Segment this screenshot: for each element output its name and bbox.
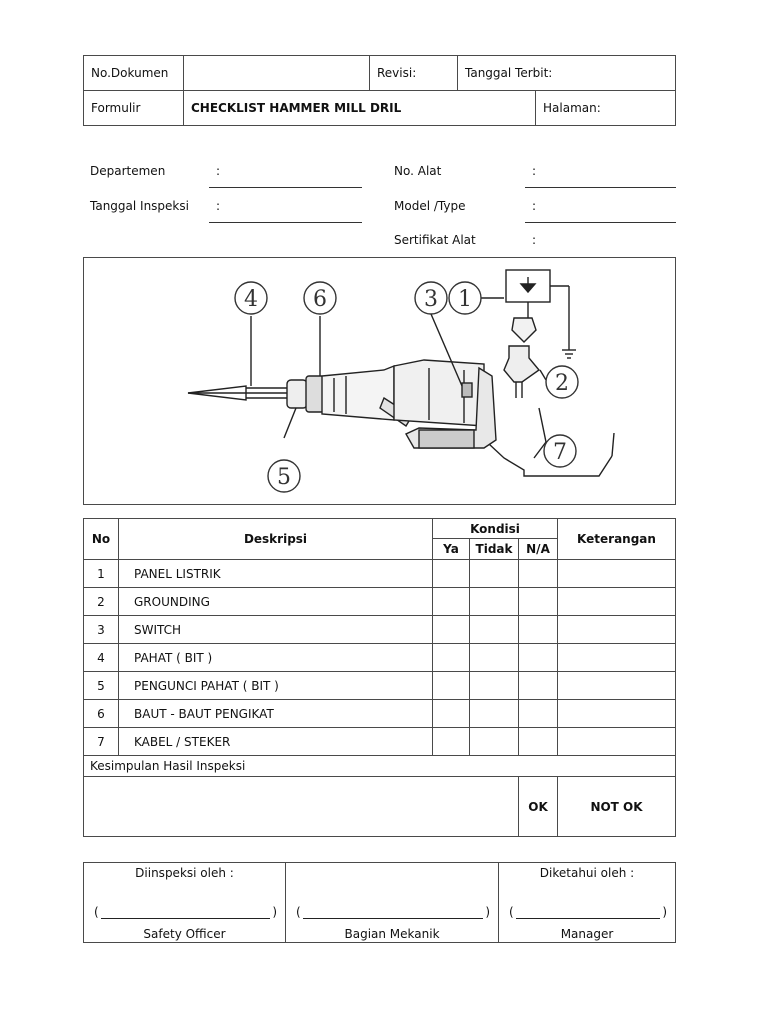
cell-na[interactable] [519, 728, 558, 756]
tool-no-field[interactable] [525, 187, 676, 188]
table-row [84, 616, 676, 644]
cell-no[interactable] [470, 644, 519, 672]
not-ok-option[interactable]: NOT OK [558, 777, 676, 837]
cell-na[interactable] [519, 644, 558, 672]
row-number: 7 [84, 728, 119, 756]
col-header-notes: Keterangan [558, 519, 676, 560]
page-label: Halaman: [536, 91, 676, 126]
col-header-description: Deskripsi [119, 519, 433, 560]
cell-yes[interactable] [433, 672, 470, 700]
signature-line: ( ) [94, 905, 277, 919]
info-fields [90, 158, 680, 254]
signature-safety-officer[interactable] [84, 863, 286, 943]
doc-no-value[interactable] [184, 56, 370, 91]
inspection-date-colon: : [216, 199, 221, 213]
row-description: GROUNDING [119, 588, 433, 616]
row-description: KABEL / STEKER [119, 728, 433, 756]
mechanic-label: Bagian Mekanik [344, 927, 440, 941]
department-field[interactable] [209, 187, 362, 188]
cell-notes[interactable] [558, 588, 676, 616]
col-header-no: No [84, 519, 119, 560]
callout-7: 7 [553, 440, 567, 465]
doc-no-label: No.Dokumen [84, 56, 184, 91]
col-header-yes: Ya [433, 539, 470, 560]
hammer-drill-figure [83, 257, 676, 505]
manager-label: Manager [560, 927, 614, 941]
department-label: Departemen [90, 164, 166, 178]
cell-notes[interactable] [558, 700, 676, 728]
conclusion-notes[interactable] [84, 777, 519, 837]
col-header-no-condition: Tidak [470, 539, 519, 560]
signature-line: ( ) [296, 905, 490, 919]
table-row [84, 560, 676, 588]
row-number: 4 [84, 644, 119, 672]
document-header [83, 55, 676, 126]
row-description: PENGUNCI PAHAT ( BIT ) [119, 672, 433, 700]
revision-label: Revisi: [370, 56, 458, 91]
form-title: CHECKLIST HAMMER MILL DRIL [184, 91, 536, 126]
issue-date-label: Tanggal Terbit: [458, 56, 676, 91]
certificate-label: Sertifikat Alat [394, 233, 476, 247]
cell-yes[interactable] [433, 728, 470, 756]
inspection-date-label: Tanggal Inspeksi [90, 199, 189, 213]
cell-yes[interactable] [433, 644, 470, 672]
cell-na[interactable] [519, 672, 558, 700]
row-number: 2 [84, 588, 119, 616]
cell-no[interactable] [470, 672, 519, 700]
cell-na[interactable] [519, 616, 558, 644]
row-description: PAHAT ( BIT ) [119, 644, 433, 672]
callout-2: 2 [555, 371, 569, 396]
cell-yes[interactable] [433, 700, 470, 728]
table-row [84, 700, 676, 728]
cell-notes[interactable] [558, 728, 676, 756]
row-number: 1 [84, 560, 119, 588]
department-colon: : [216, 164, 221, 178]
row-description: BAUT - BAUT PENGIKAT [119, 700, 433, 728]
cell-notes[interactable] [558, 616, 676, 644]
callout-6: 6 [313, 287, 327, 312]
signature-table [83, 862, 676, 943]
callout-4: 4 [244, 287, 258, 312]
col-header-condition: Kondisi [433, 519, 558, 539]
safety-officer-label: Safety Officer [143, 927, 226, 941]
table-row [84, 588, 676, 616]
cell-na[interactable] [519, 588, 558, 616]
cell-no[interactable] [470, 728, 519, 756]
cell-na[interactable] [519, 560, 558, 588]
cell-no[interactable] [470, 588, 519, 616]
row-number: 6 [84, 700, 119, 728]
col-header-na: N/A [519, 539, 558, 560]
table-row [84, 644, 676, 672]
cell-yes[interactable] [433, 560, 470, 588]
signature-mechanic[interactable] [286, 863, 499, 943]
signature-line: ( ) [509, 905, 667, 919]
callout-1: 1 [458, 287, 472, 312]
callout-3: 3 [424, 287, 438, 312]
cell-no[interactable] [470, 560, 519, 588]
conclusion-label: Kesimpulan Hasil Inspeksi [84, 756, 676, 777]
model-type-field[interactable] [525, 222, 676, 223]
cell-yes[interactable] [433, 588, 470, 616]
cell-no[interactable] [470, 616, 519, 644]
inspected-by-label: Diinspeksi oleh : [135, 866, 234, 880]
checklist-table [83, 518, 676, 837]
row-description: SWITCH [119, 616, 433, 644]
signature-manager[interactable] [499, 863, 676, 943]
cell-yes[interactable] [433, 616, 470, 644]
callout-5: 5 [277, 465, 291, 490]
cell-notes[interactable] [558, 644, 676, 672]
row-number: 5 [84, 672, 119, 700]
table-row [84, 728, 676, 756]
model-type-label: Model /Type [394, 199, 466, 213]
form-label: Formulir [84, 91, 184, 126]
row-number: 3 [84, 616, 119, 644]
cell-notes[interactable] [558, 560, 676, 588]
row-description: PANEL LISTRIK [119, 560, 433, 588]
ok-option[interactable]: OK [519, 777, 558, 837]
model-type-colon: : [532, 199, 537, 213]
certificate-colon: : [532, 233, 537, 247]
hammer-drill-illustration [84, 258, 675, 504]
tool-no-label: No. Alat [394, 164, 442, 178]
inspection-date-field[interactable] [209, 222, 362, 223]
tool-no-colon: : [532, 164, 537, 178]
cell-no[interactable] [470, 700, 519, 728]
cell-na[interactable] [519, 700, 558, 728]
cell-notes[interactable] [558, 672, 676, 700]
table-row [84, 672, 676, 700]
acknowledged-by-label: Diketahui oleh : [539, 866, 635, 880]
